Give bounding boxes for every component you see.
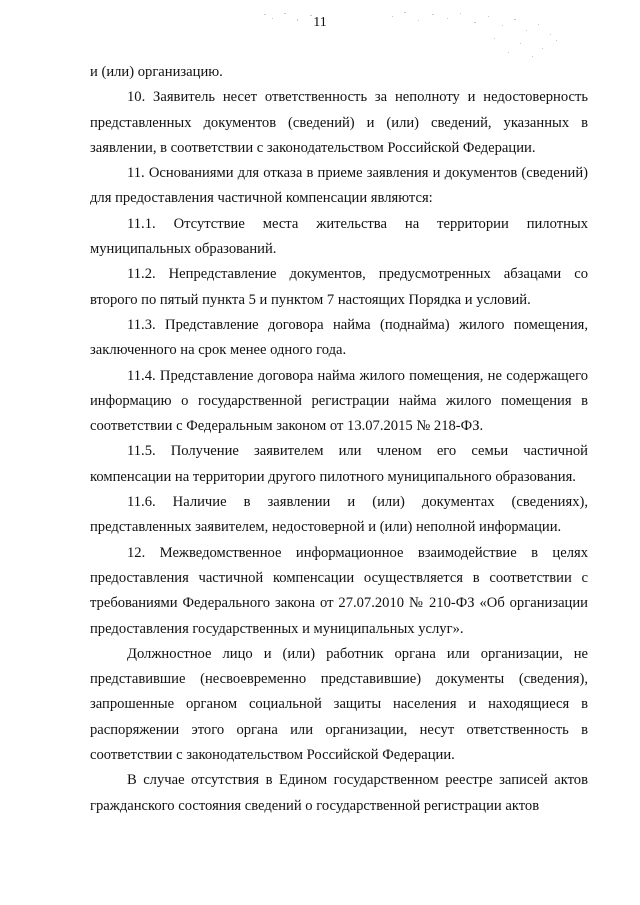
paragraph-12: 12. Межведомственное информационное взаимодействие в целях предоставления частичной компенсации осуществляется в соответствии с требованиями Федерального закона от 27.07.2010 № 210-ФЗ «Об организации предоставления государственных и муниципальных услуг». — [90, 544, 588, 637]
document-body — [90, 60, 588, 819]
paragraph-11: 11. Основаниями для отказа в приеме заявления и документов (сведений) для предоставления частичной компенсации являются: — [90, 165, 588, 207]
paragraph-11-3: 11.3. Представление договора найма (поднайма) жилого помещения, заключенного на срок менее одного года. — [90, 316, 588, 359]
paragraph-11-5: 11.5. Получение заявителем или членом его семьи частичной компенсации на территории другого пилотного муниципального образования. — [90, 443, 588, 485]
paragraph-11-6: 11.6. Наличие в заявлении и (или) документах (сведениях), представленных заявителем, недостоверной и (или) неполной информации. — [90, 494, 588, 536]
paragraph-registry: В случае отсутствия в Едином государственном реестре записей актов гражданского состояния сведений о государственной регистрации актов — [90, 772, 588, 814]
page-number: 11 — [313, 15, 327, 30]
paragraph-continuation: и (или) организацию. — [90, 64, 223, 80]
paragraph-11-1: 11.1. Отсутствие места жительства на территории пилотных муниципальных образований. — [90, 215, 588, 258]
paragraph-11-2: 11.2. Непредставление документов, предусмотренных абзацами со второго по пятый пункта 5 и пунктом 7 настоящих Порядка и условий. — [90, 266, 588, 308]
paragraph-responsibility: Должностное лицо и (или) работник органа или организации, не представившие (несвоевременно представившие) документы (сведения), запрошенные органом социальной защиты населения и находящиеся в распоряжении этого органа или организации, несут ответственность в соответствии с законодательством Российской Федерации. — [90, 645, 588, 764]
paragraph-11-4: 11.4. Представление договора найма жилого помещения, не содержащего информацию о государственной регистрации найма жилого помещения в соответствии с Федеральным законом от 13.07.2015 № 218-ФЗ. — [90, 367, 588, 435]
paragraph-10: 10. Заявитель несет ответственность за неполноту и недостоверность представленных документов (сведений) и (или) сведений, указанных в заявлении, в соответствии с законодательством Российской Федерации. — [90, 89, 588, 156]
